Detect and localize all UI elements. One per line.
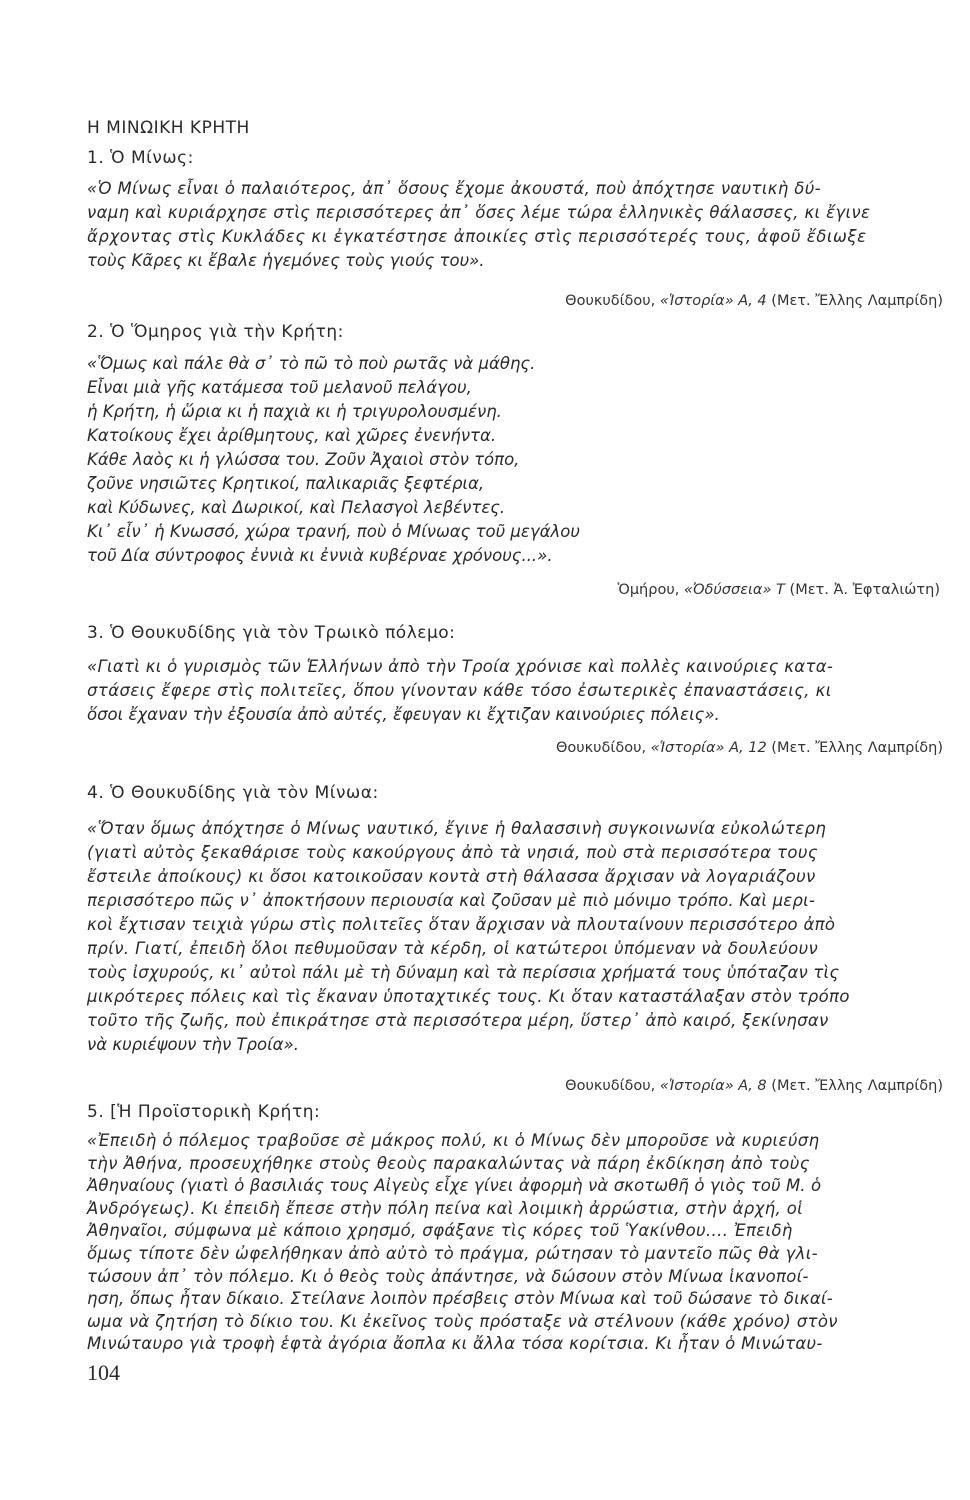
section-1-source — [565, 293, 943, 309]
section-3-line: στάσεις ἔφερε στὶς πολιτεῖες, ὅπου γίνονταν κάθε τόσο ἐσωτερικὲς ἐπαναστάσεις, κι — [87, 681, 832, 700]
section-5-line: Μινώταυρο γιὰ τροφὴ ἑφτὰ ἀγόρια ἄοπλα κι ἄλλα τόσα κορίτσια. Κι ἦταν ὁ Μινώταυ- — [87, 1334, 823, 1354]
section-4-heading: 4. Ὁ Θουκυδίδης γιὰ τὸν Μίνωα: — [87, 783, 379, 803]
section-3-line: «Γιατὶ κι ὁ γυρισμὸς τῶν Ἑλλήνων ἀπὸ τὴν Τροία χρόνισε καὶ πολλὲς καινούριες κατα- — [87, 657, 834, 676]
section-4-line: μικρότερες πόλεις καὶ τὶς ἔκαναν ὑποταχτικές τους. Κι ὅταν καταστάλαξαν στὸν τρόπο — [87, 987, 850, 1006]
source-author: Θουκυδίδου, — [555, 740, 647, 756]
source-author: Θουκυδίδου, — [565, 1078, 656, 1094]
poem-line: ζοῦνε νησιῶτες Κρητικοί, παλικαριᾶς ξεφτέρια, — [87, 474, 485, 493]
page-number: 104 — [87, 1360, 120, 1385]
section-1-line: τοὺς Κᾶρες κι ἔβαλε ἡγεμόνες τοὺς γιούς του». — [87, 251, 485, 270]
section-3-source — [556, 740, 943, 756]
section-4-line: (γιατὶ αὐτὸς ξεκαθάρισε τοὺς κακούργους ἀπὸ τὰ νησιά, ποὺ στὰ περισσότερα τους — [87, 843, 818, 862]
section-1-line: «Ὁ Μίνως εἶναι ὁ παλαιότερος, ἀπ᾿ ὅσους ἔχομε ἀκουστά, ποὺ ἀπόχτησε ναυτικὴ δύ- — [87, 179, 821, 198]
poem-line: Κι᾿ εἶν᾿ ἡ Κνωσσό, χώρα τρανή, ποὺ ὁ Μίνωας τοῦ μεγάλου — [87, 522, 580, 541]
poem-line: ἡ Κρήτη, ἡ ὥρια κι ἡ παχιὰ κι ἡ τριγυρολουσμένη. — [87, 402, 502, 421]
section-4-line: περισσότερο πῶς ν᾿ ἀποκτήσουν περιουσία καὶ ζοῦσαν μὲ πιὸ μόνιμο τρόπο. Καὶ μερι- — [87, 891, 816, 910]
poem-line: «Ὅμως καὶ πάλε θὰ σ᾿ τὸ πῶ τὸ ποὺ ρωτᾶς νὰ μάθης. — [87, 354, 536, 373]
section-4-line: «Ὅταν ὅμως ἀπόχτησε ὁ Μίνως ναυτικό, ἔγινε ἡ θαλασσινὴ συγκοινωνία εὐκολώτερη — [87, 819, 827, 838]
section-4-line: νὰ κυριέψουν τὴν Τροία». — [87, 1035, 299, 1054]
section-1-line: ἄρχοντας στὶς Κυκλάδες κι ἐγκατέστησε ἀποικίες στὶς περισσότερές τους, ἀφοῦ ἔδιωξε — [87, 227, 867, 246]
source-translator: (Μετ. Ἔλλης Λαμπρίδη) — [771, 1078, 943, 1094]
chapter-title: Η ΜΙΝΩΙΚΗ ΚΡΗΤΗ — [87, 118, 250, 138]
source-author: Θουκυδίδου, — [565, 293, 656, 309]
section-5-line: Ἀθηναίους (γιατὶ ὁ βασιλιάς τους Αἰγεὺς εἶχε γίνει ἀφορμὴ νὰ σκοτωθῆ ὁ γιὸς τοῦ Μ. ὁ — [87, 1176, 822, 1196]
section-5-line: τώσουν ἀπ᾿ τὸν πόλεμο. Κι ὁ θεὸς τοὺς ἀπάντησε, νὰ δώσουν στὸν Μίνωα ἱκανοποί- — [87, 1266, 809, 1286]
section-4-line: κοὶ ἔχτισαν τειχιὰ γύρω στὶς πολιτεῖες ὅταν ἄρχισαν νὰ πλουταίνουν περισσότερο ἀπὸ — [87, 915, 836, 934]
source-translator: (Μετ. Ἔλλης Λαμπρίδη) — [771, 293, 943, 309]
section-4-line: ἔστειλε ἀποίκους) κι ὅσοι κατοικοῦσαν κοντὰ στὴ θάλασσα ἄρχισαν νὰ λογαριάζουν — [87, 867, 816, 886]
section-5-line: Ἀνδρόγεως). Κι ἐπειδὴ ἔπεσε στὴν πόλη πείνα καὶ λοιμικὴ ἀρρώστια, στὴν ἀρχή, οἱ — [87, 1198, 804, 1218]
section-4-line: πρίν. Γιατί, ἐπειδὴ ὅλοι πεθυμοῦσαν τὰ κέρδη, οἱ κατώτεροι ὑπόμεναν νὰ δουλεύουν — [87, 939, 819, 958]
poem-line: Εἶναι μιὰ γῆς κατάμεσα τοῦ μελανοῦ πελάγου, — [87, 378, 472, 397]
section-4-line: τοὺς ἰσχυρούς, κι᾿ αὐτοὶ πάλι μὲ τὴ δύναμη καὶ τὰ περίσσια χρήματά τους ὑπόταζαν τὶς — [87, 963, 840, 982]
section-5-heading: 5. [Ἡ Προϊστορικὴ Κρήτη: — [87, 1102, 321, 1122]
section-5-line: Ἀθηναῖοι, σύμφωνα μὲ κάποιο χρησμό, σφάξανε τὶς κόρες τοῦ Ὑακίνθου.... Ἐπειδὴ — [87, 1221, 793, 1241]
section-3-heading: 3. Ὁ Θουκυδίδης γιὰ τὸν Τρωικὸ πόλεμο: — [87, 623, 456, 643]
section-1-heading: 1. Ὁ Μίνως: — [87, 148, 194, 168]
section-5-line: ὅμως τίποτε δὲν ὠφελήθηκαν ἀπὸ αὐτὸ τὸ πράγμα, ρώτησαν τὸ μαντεῖο πῶς θὰ γλι- — [87, 1244, 818, 1263]
source-translator: (Μετ. Ἔλλης Λαμπρίδη) — [771, 740, 943, 756]
source-title: «Ὀδύσσεια» Τ — [683, 582, 785, 598]
section-5-line: ωμα νὰ ζητήση τὸ δίκιο του. Κι ἐκεῖνος τοὺς πρόσταξε νὰ στέλνουν (κάθε χρόνο) στὸν — [87, 1311, 838, 1331]
poem-line: τοῦ Δία σύντροφος ἐννιὰ κι ἐννιὰ κυβέρναε χρόνους...». — [87, 546, 553, 565]
section-4-source — [565, 1078, 943, 1094]
section-5-line: ηση, ὅπως ἦταν δίκαιο. Στείλανε λοιπὸν πρέσβεις στὸν Μίνωα καὶ τοῦ δώσανε τὸ δικαί- — [87, 1289, 833, 1309]
poem-line: καὶ Κύδωνες, καὶ Δωρικοί, καὶ Πελασγοὶ λεβέντες. — [87, 498, 506, 517]
poem-line: Κάθε λαὸς κι ἡ γλώσσα του. Ζοῦν Ἀχαιοὶ στὸν τόπο, — [87, 450, 520, 469]
section-2-source — [618, 582, 940, 598]
source-title: «Ἱστορία» Α, 8 — [659, 1078, 767, 1094]
section-4-line: τοῦτο τῆς ζωῆς, ποὺ ἐπικράτησε στὰ περισσότερα μέρη, ὕστερ᾿ ἀπὸ καιρό, ξεκίνησαν — [87, 1011, 829, 1030]
source-title: «Ἱστορία» Α, 4 — [659, 293, 767, 309]
section-5-line: τὴν Ἀθήνα, προσευχήθηκε στοὺς θεοὺς παρακαλώντας νὰ πάρη ἐκδίκηση ἀπὸ τοὺς — [87, 1153, 810, 1173]
source-translator: (Μετ. Ἀ. Ἐφταλιώτη) — [789, 582, 940, 598]
section-3-line: ὅσοι ἔχαναν τὴν ἐξουσία ἀπὸ αὐτές, ἔφευγαν κι ἔχτιζαν καινούριες πόλεις». — [87, 705, 720, 724]
section-1-line: ναμη καὶ κυριάρχησε στὶς περισσότερες ἀπ᾿ ὅσες λέμε τώρα ἑλληνικὲς θάλασσες, κι ἔγινε — [87, 203, 871, 222]
poem-line: Κατοίκους ἔχει ἀρίθμητους, καὶ χῶρες ἐνενήντα. — [87, 426, 497, 445]
source-author: Ὁμήρου, — [617, 582, 680, 598]
source-title: «Ἱστορία» Α, 12 — [650, 740, 767, 756]
section-2-heading: 2. Ὁ Ὅμηρος γιὰ τὴν Κρήτη: — [87, 322, 344, 342]
section-5-line: «Ἐπειδὴ ὁ πόλεμος τραβοῦσε σὲ μάκρος πολύ, κι ὁ Μίνως δὲν μποροῦσε νὰ κυριεύση — [87, 1131, 820, 1150]
